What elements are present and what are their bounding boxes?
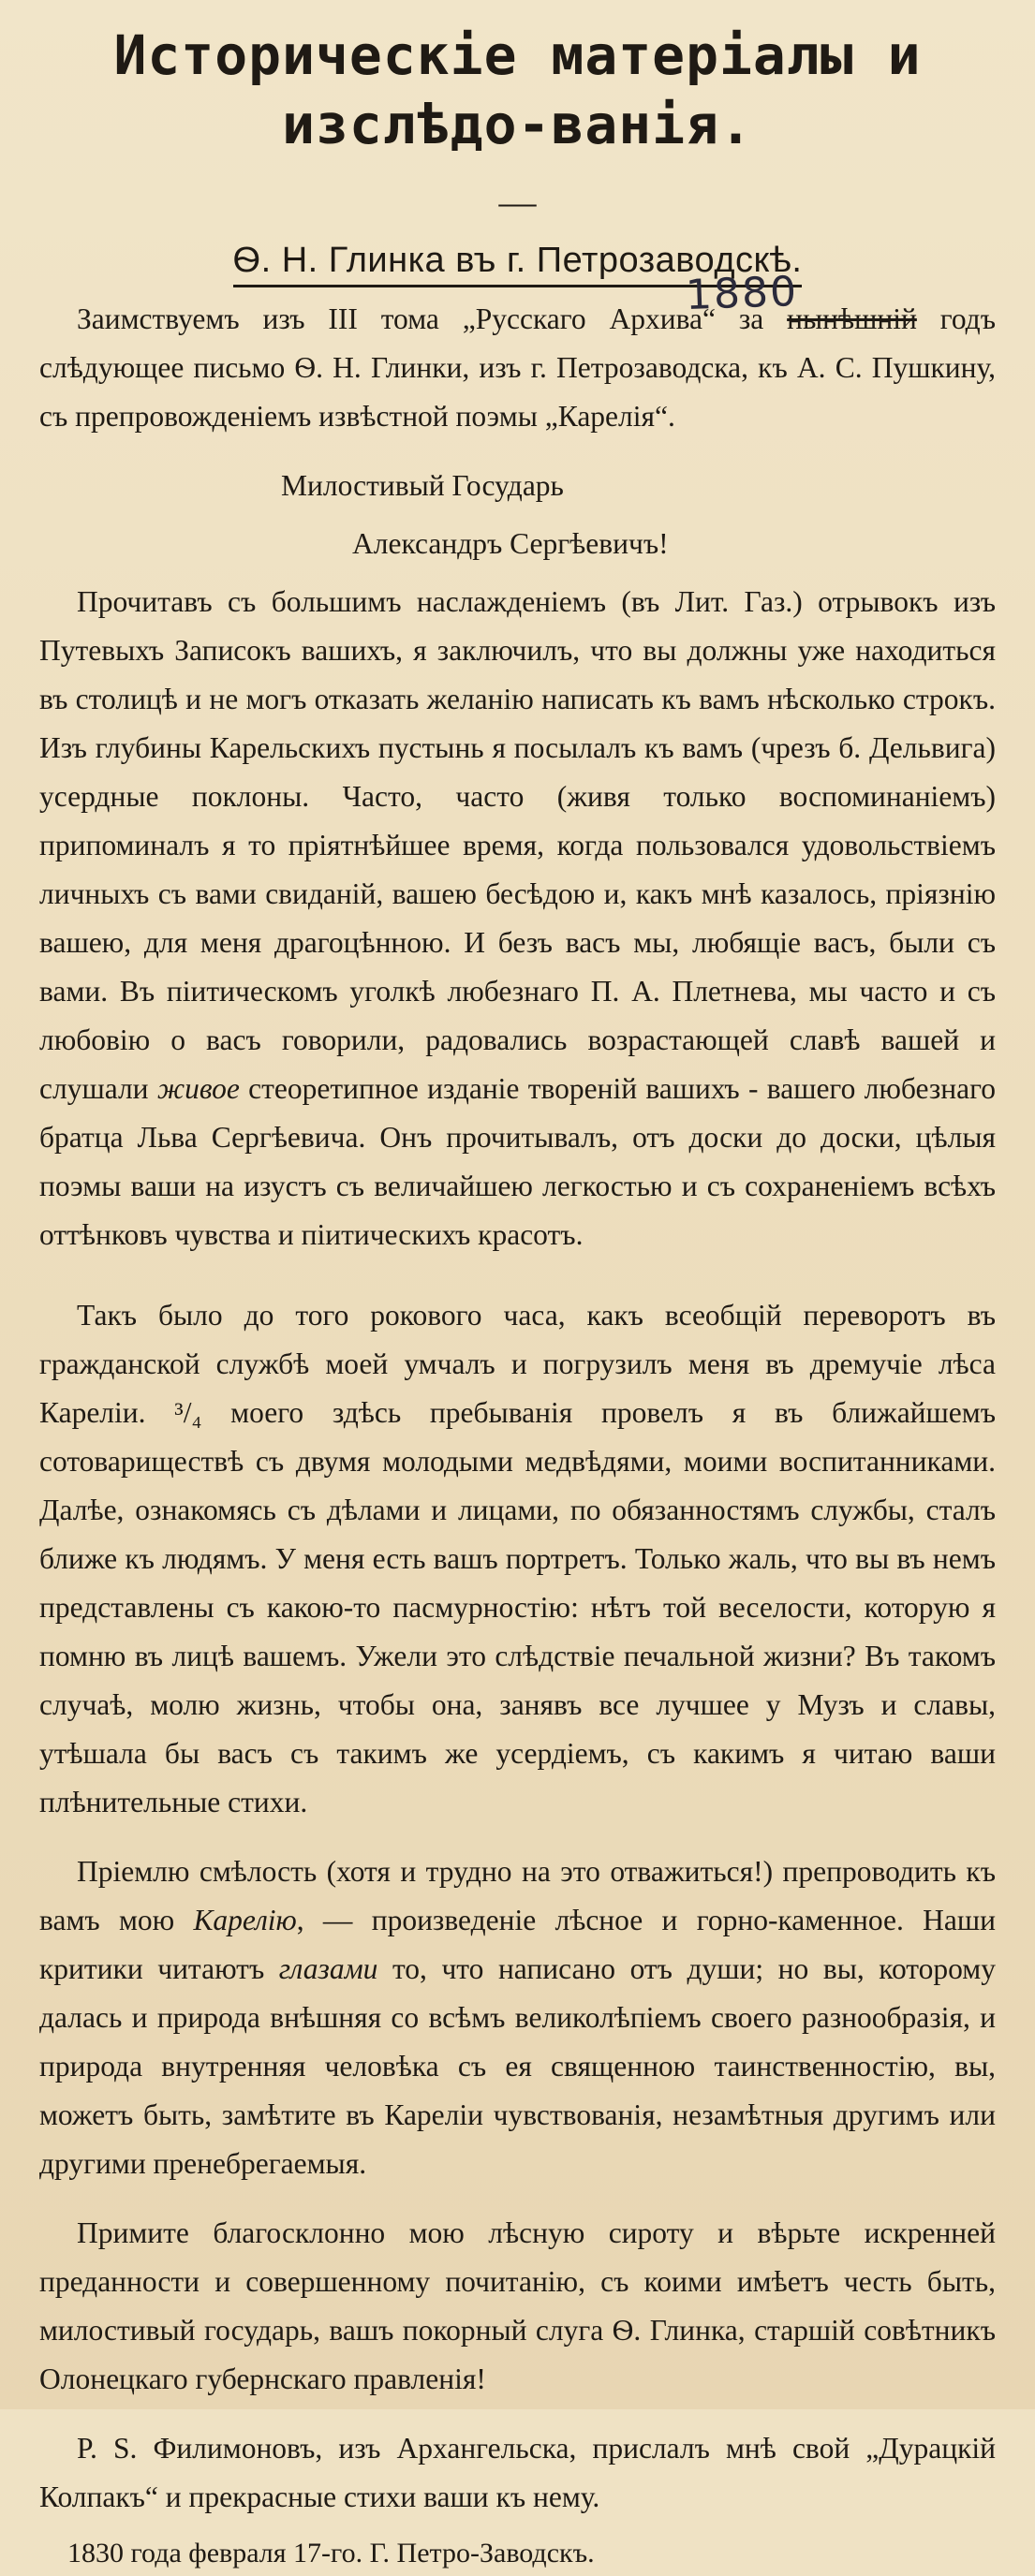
para3-italic-1: Карелію bbox=[193, 1904, 297, 1936]
subtitle-block bbox=[39, 240, 996, 287]
para3-text-a: Пріемлю смѣлость (хотя и трудно на это отважиться!) препроводить къ вамъ мою bbox=[39, 1855, 996, 1936]
intro-paragraph bbox=[39, 295, 996, 441]
date-line: 1830 года февраля 17-го. Г. Петро-Заводскъ. bbox=[67, 2538, 595, 2569]
postscript: P. S. Филимоновъ, изъ Архангельска, прислалъ мнѣ свой „Дурацкій Колпакъ“ и прекрасные стихи ваши къ нему. bbox=[39, 2432, 996, 2513]
letter-paragraph-2: Такъ было до того рокового часа, какъ всеобщій переворотъ въ гражданской службѣ моей умчалъ и погрузилъ меня въ дремучіе лѣса Кареліи. ³/₄ моего здѣсь пребыванія провелъ я въ ближайшемъ сотовариществѣ съ двумя молодыми медвѣдями, моими воспитанниками. Далѣе, ознакомясь съ дѣлами и лицами, по обязанностямъ службы, сталъ ближе къ людямъ. У меня есть вашъ портретъ. Только жаль, что вы въ немъ представлены съ какою-то пасмурностію: нѣтъ той веселости, которую я помню въ лицѣ вашемъ. Ужели это слѣдствіе печальной жизни? Въ такомъ случаѣ, молю жизнь, чтобы она, занявъ все лучшее у Музъ и славы, утѣшала бы васъ съ такимъ же усердіемъ, съ какимъ я читаю ваши плѣнительные стихи. bbox=[39, 1299, 996, 1818]
letter-paragraph-4: Примите благосклонно мою лѣсную сироту и вѣрьте искренней преданности и совершенному почитанію, съ коими имѣетъ честь быть, милостивый государь, вашъ покорный слуга Ѳ. Глинка, старшій совѣтникъ Олонецкаго губернскаго правленія! bbox=[39, 2216, 996, 2395]
salutation-line-1: Милостивый Государь bbox=[281, 469, 564, 502]
article-subtitle: Ѳ. Н. Глинка въ г. Петрозаводскѣ. bbox=[233, 240, 803, 287]
struck-word: нынѣшній bbox=[787, 302, 917, 335]
para1-italic: живое bbox=[156, 1072, 240, 1105]
para3-italic-2: глазами bbox=[278, 1952, 378, 1985]
para3-text-b: , — произведеніе лѣсное и горно-каменное. Наши критики читаютъ bbox=[39, 1904, 996, 1985]
letter-paragraph-3 bbox=[39, 1847, 996, 2188]
salutation-line-2: Александръ Сергѣевичъ! bbox=[352, 527, 669, 560]
para3-text-c: то, что написано отъ души; но вы, которому далась и природа внѣшняя со всѣмъ великолѣпіемъ своего разнообразія, и природа внутренняя человѣка съ ея священною таинственностію, вы, можетъ быть, замѣтите въ Кареліи чувствованія, незамѣтныя другимъ или другими пренебрегаемыя. bbox=[39, 1952, 996, 2180]
intro-text-1: Заимствуемъ изъ III тома „Русскаго Архива“ за bbox=[77, 302, 788, 335]
handwritten-year-note: 1880 bbox=[685, 267, 799, 320]
intro-text-2: годъ слѣдующее письмо Ѳ. Н. Глинки, изъ г. Петрозаводска, къ А. С. Пушкину, съ препровожденіемъ извѣстной поэмы „Карелія“. bbox=[39, 302, 996, 433]
title-divider: — bbox=[498, 181, 537, 223]
letter-paragraph-1 bbox=[39, 578, 996, 1259]
para1-text-a: Прочитавъ съ большимъ наслажденіемъ (въ Лит. Газ.) отрывокъ изъ Путевыхъ Записокъ вашихъ, я заключилъ, что вы должны уже находиться въ столицѣ и не могъ отказать желанію написать къ вамъ нѣсколько строкъ. Изъ глубины Карельскихъ пустынь я посылалъ къ вамъ (чрезъ б. Дельвига) усердные поклоны. Часто, часто (живя только воспоминаніемъ) припоминалъ я то пріятнѣйшее время, когда пользовался удовольствіемъ личныхъ съ вами свиданій, вашею бесѣдою и, какъ мнѣ казалось, пріязнію вашею, для меня драгоцѣнною. И безъ васъ мы, любящіе васъ, были съ вами. Въ піитическомъ уголкѣ любезнаго П. А. Плетнева, мы часто и съ любовію о васъ говорили, радовались возрастающей славѣ вашей и слушали bbox=[39, 585, 996, 1105]
page-title: Историческіе матеріалы и изслѣдо-ванія. bbox=[113, 23, 922, 156]
para1-text-b: стеоретипное изданіе твореній вашихъ - вашего любезнаго братца Льва Сергѣевича. Онъ прочитывалъ, отъ доски до доски, цѣлыя поэмы ваши на изустъ съ величайшею легкостью и съ сохраненіемъ всѣхъ оттѣнковъ чувства и піитическихъ красотъ. bbox=[39, 1072, 996, 1251]
